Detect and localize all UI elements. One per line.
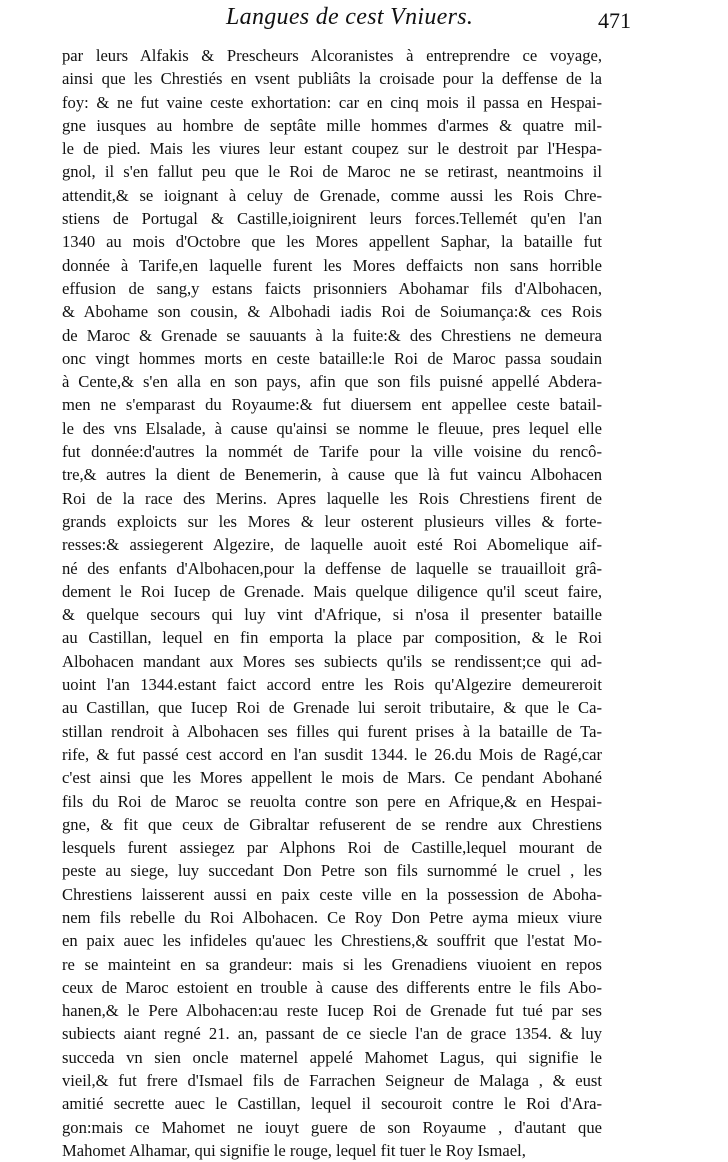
text-line: rife, & fut passé cest accord en l'an susdit 1344. le 26.du Mois de Ragé,car [62,744,602,764]
text-line: peste au siege, luy succedant Don Petre son fils surnommé le cruel , les [62,861,602,881]
text-line: gne, & fit que ceux de Gibraltar refuserent de se rendre aux Chrestiens [62,814,602,834]
text-line: & Abohame son cousin, & Albohadi iadis Roi de Soiumança:& ces Rois [62,302,602,322]
text-line: foy: & ne fut vaine ceste exhortation: car en cinq mois il passa en Hespai- [62,92,602,112]
text-line: & quelque secours qui luy vint d'Afrique, si n'osa il presenter bataille [62,605,602,625]
text-line: lesquels furent assiegez par Alphons Roi de Castille,lequel mourant de [62,838,602,858]
text-line: onc vingt hommes morts en ceste bataille:le Roi de Maroc passa soudain [62,348,602,368]
text-line: re se mainteint en sa grandeur: mais si les Grenadiens viuoient en repos [62,954,602,974]
text-line: effusion de sang,y estans faicts prisonniers Abohamar fils d'Albohacen, [62,278,602,298]
text-line: resses:& assiegerent Algezire, de laquelle auoit esté Roi Abomelique aif- [62,535,602,555]
text-line: stillan rendroit à Albohacen ses filles qui furent prises à la bataille de Ta- [62,721,602,741]
text-line: en paix auec les infideles qu'auec les Chrestiens,& souffrit que l'estat Mo- [62,931,602,951]
text-line: subiects aiant regné 21. an, passant de ce siecle l'an de grace 1354. & luy [62,1024,602,1044]
text-line: c'est ainsi que les Mores appellent le mois de Mars. Ce pendant Abohané [62,768,602,788]
body-text [62,44,602,1162]
text-line: tre,& autres la dient de Benemerin, à cause que là fut vaincu Albohacen [62,465,602,485]
text-line: hanen,& le Pere Albohacen:au reste Iucep Roi de Grenade fut tué par ses [62,1001,602,1021]
text-line: fut donnée:d'autres la nommét de Tarife pour la ville voisine du rencô- [62,442,602,462]
text-line: par leurs Alfakis & Prescheurs Alcoranistes à entreprendre ce voyage, [62,46,602,65]
text-line: gne iusques au hombre de septâte mille hommes d'armes & quatre mil- [62,115,602,135]
text-line: stiens de Portugal & Castille,ioignirent leurs forces.Tellemét qu'en l'an [62,209,602,229]
text-line: gnol, il s'en fallut peu que le Roi de Maroc ne se retirast, neantmoins il [62,162,602,182]
text-line: le de pied. Mais les viures leur estant coupez sur le destroit par l'Hespa- [62,139,602,159]
text-line: ceux de Maroc estoient en trouble à cause des differents entre le fils Abo- [62,977,602,997]
text-line: à Cente,& s'en alla en son pays, afin que son fils puisné appellé Abdera- [62,372,602,392]
text-line: né des enfants d'Albohacen,pour la deffense de laquelle se trauailloit grâ- [62,558,602,578]
text-line: fils du Roi de Maroc se reuolta contre son pere en Afrique,& en Hespai- [62,791,602,811]
text-line: Albohacen mandant aux Mores ses subiects qu'ils se rendissent;ce qui ad- [62,651,602,671]
text-line: donnée à Tarife,en laquelle furent les Mores deffaicts non sans horrible [62,255,602,275]
text-line: de Maroc & Grenade se sauuants à la fuite:& des Chrestiens ne demeura [62,325,602,345]
text-line: attendit,& se ioignant à celuy de Grenade, comme aussi les Rois Chre- [62,185,602,205]
text-line: Chrestiens laisserent aussi en paix ceste ville en la possession de Aboha- [62,884,602,904]
text-line: nem fils rebelle du Roi Albohacen. Ce Roy Don Petre ayma mieux viure [62,907,602,927]
text-line: amitié secrette auec le Castillan, lequel il secouroit contre le Roi d'Ara- [62,1094,602,1114]
text-line: gon:mais ce Mahomet ne iouyt guere de son Royaume , d'autant que [62,1117,602,1137]
text-line: Roi de la race des Merins. Apres laquelle les Rois Chrestiens firent de [62,488,602,508]
text-line: ainsi que les Chrestiés en vsent publiâts la croisade pour la deffense de la [62,69,602,89]
text-line: au Castillan, que Iucep Roi de Grenade lui seroit tributaire, & que le Ca- [62,698,602,718]
page-header [0,2,728,42]
text-line: 1340 au mois d'Octobre que les Mores appellent Saphar, la bataille fut [62,232,602,252]
text-line: vieil,& fut frere d'Ismael fils de Farrachen Seigneur de Malaga , & eust [62,1071,602,1091]
text-line: au Castillan, lequel en fin emporta la place par composition, & le Roi [62,628,602,648]
page-number: 471 [598,8,631,33]
text-line: le des vns Elsalade, à cause qu'ainsi se nomme le fleuue, pres lequel elle [62,418,602,438]
text-line: grands exploicts sur les Mores & leur osterent plusieurs villes & forte- [62,511,602,531]
text-line: dement le Roi Iucep de Grenade. Mais quelque diligence qu'il sceut faire, [62,581,602,601]
text-line: uoint l'an 1344.estant faict accord entre les Rois qu'Algezire demeureroit [62,675,602,695]
text-line: succeda vn sien oncle maternel appelé Mahomet Lagus, qui signifie le [62,1047,602,1067]
text-line: men ne s'emparast du Royaume:& fut diuersem ent appellee ceste batail- [62,395,602,415]
text-line: Mahomet Alhamar, qui signifie le rouge, lequel fit tuer le Roy Ismael, [62,1140,526,1160]
running-head: Langues de cest Vniuers. [226,4,474,30]
